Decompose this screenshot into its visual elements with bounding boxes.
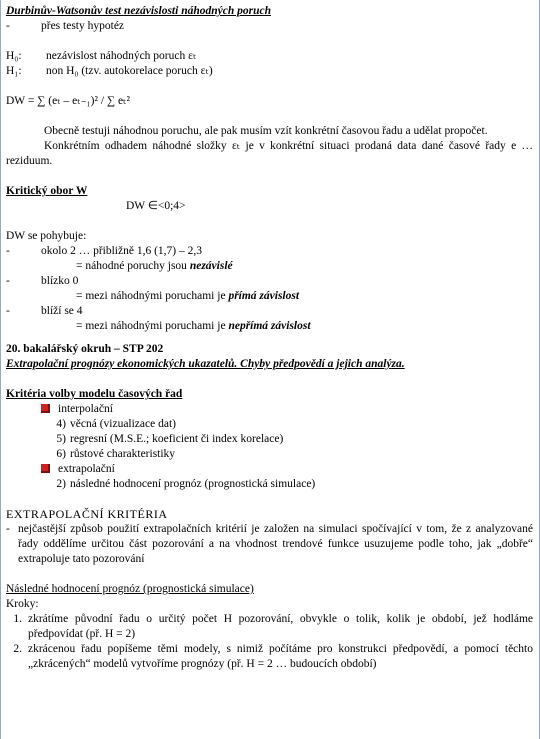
dw-case-item: - blízko 0 <box>6 275 79 287</box>
h0-label: H₀: <box>6 50 22 62</box>
bullet-row: - přes testy hypotéz <box>6 20 125 32</box>
h1-label: H₁: <box>6 65 22 77</box>
section-title-criteria: Kritéria volby modelu časových řad <box>6 388 183 400</box>
dw-formula: DW = ∑ (eₜ – eₜ₋₁)² / ∑ eₜ² <box>6 95 130 107</box>
criteria-group-extrapolation: extrapolační <box>6 462 533 477</box>
chapter-heading: 20. bakalářský okruh – STP 202 <box>6 343 164 355</box>
h1-text: non H₀ (tzv. autokorelace poruch εₜ) <box>46 65 213 77</box>
dw-case-item: - okolo 2 … přibližně 1,6 (1,7) – 2,3 <box>6 245 202 257</box>
dw-moves-label: DW se pohybuje: <box>6 230 87 242</box>
section-title-extrapolation-criteria: EXTRAPOLAČNÍ KRITÉRIA <box>6 507 168 521</box>
step-item: 1. zkrátíme původní řadu o určitý počet H pozorování, obvykle o tolik, kolik je období, jež hodláme předpovídat (př. H = 2) <box>13 613 533 640</box>
section-title-critical-region: Kritický obor W <box>6 185 88 197</box>
dw-case-main: okolo 2 … přibližně 1,6 (1,7) – 2,3 <box>41 245 202 257</box>
criteria-item: 4) věcná (vizualizace dat) <box>56 418 176 430</box>
extrapolation-text: nejčastější způsob použití extrapolačních kritérií je založen na simulaci spočívající v tom, že z analyzované řady oddělíme určitou část pozorování a na vhodnost trendové funkce usuzujeme podle toho, jak „dobře“ extrapoluje tato pozorování <box>18 523 533 565</box>
section-title-dw-test: Durbinův-Watsonův test nezávislosti náhodných poruch <box>6 5 271 17</box>
dw-case-emphasis: nezávislé <box>189 260 233 272</box>
red-square-bullet-icon <box>41 464 50 473</box>
hypothesis-h0 <box>6 49 533 64</box>
criteria-item: 6) růstové charakteristiky <box>56 448 176 460</box>
paragraph-specific: Konkrétním odhadem náhodné složky εₜ je v konkrétní situaci prodaná data dané časové řady e … reziduum. <box>6 140 533 167</box>
extrapolation-text-row: - nejčastější způsob použití extrapolačních kritérií je založen na simulaci spočívající v tom, že z analyzované řady oddělíme určitou část pozorování a na vhodnost trendové funkce usuzujeme podle toho, jak „dobře“ extrapoluje tato pozorování <box>6 523 533 565</box>
criteria-group-interpolation: interpolační <box>6 402 533 417</box>
chapter-subheading: Extrapolační prognózy ekonomických ukazatelů. Chyby předpovědí a jejich analýza. <box>6 358 405 370</box>
h0-text: nezávislost náhodných poruch εₜ <box>46 50 197 62</box>
criteria-item: 2) následné hodnocení prognóz (prognostická simulace) <box>56 478 316 490</box>
section-title-followup-evaluation: Následné hodnocení prognóz (prognostická simulace) <box>6 583 254 595</box>
dw-case-emphasis: nepřímá závislost <box>228 320 311 332</box>
dw-case-sub: = mezi náhodnými poruchami je nepřímá závislost <box>76 320 311 332</box>
red-square-bullet-icon <box>41 404 50 413</box>
step-item: 2. zkrácenou řadu popíšeme těmi modely, s nimiž počítáme pro konstrukci předpovědí, a pomocí těchto „zkrácených“ modelů vytvoříme prognózy (př. H = 2 … budoucích období) <box>13 643 533 670</box>
steps-label: Kroky: <box>6 598 39 610</box>
paragraph-general: Obecně testuji náhodnou poruchu, ale pak musím vzít konkrétní časovou řadu a udělat propočet. <box>44 125 488 137</box>
dw-case-sub: = náhodné poruchy jsou nezávislé <box>76 260 233 272</box>
criteria-item: 5) regresní (M.S.E.; koeficient či index korelace) <box>56 433 284 445</box>
dw-case-sub: = mezi náhodnými poruchami je přímá závislost <box>76 290 300 302</box>
dw-case-item: - blíží se 4 <box>6 305 83 317</box>
dw-range: DW ∈<0;4> <box>126 200 186 212</box>
dw-case-main: blíží se 4 <box>41 305 83 317</box>
dw-case-main: blízko 0 <box>41 275 79 287</box>
dw-case-emphasis: přímá závislost <box>228 290 300 302</box>
hypothesis-h1 <box>6 64 533 79</box>
bullet-text: přes testy hypotéz <box>41 20 125 32</box>
